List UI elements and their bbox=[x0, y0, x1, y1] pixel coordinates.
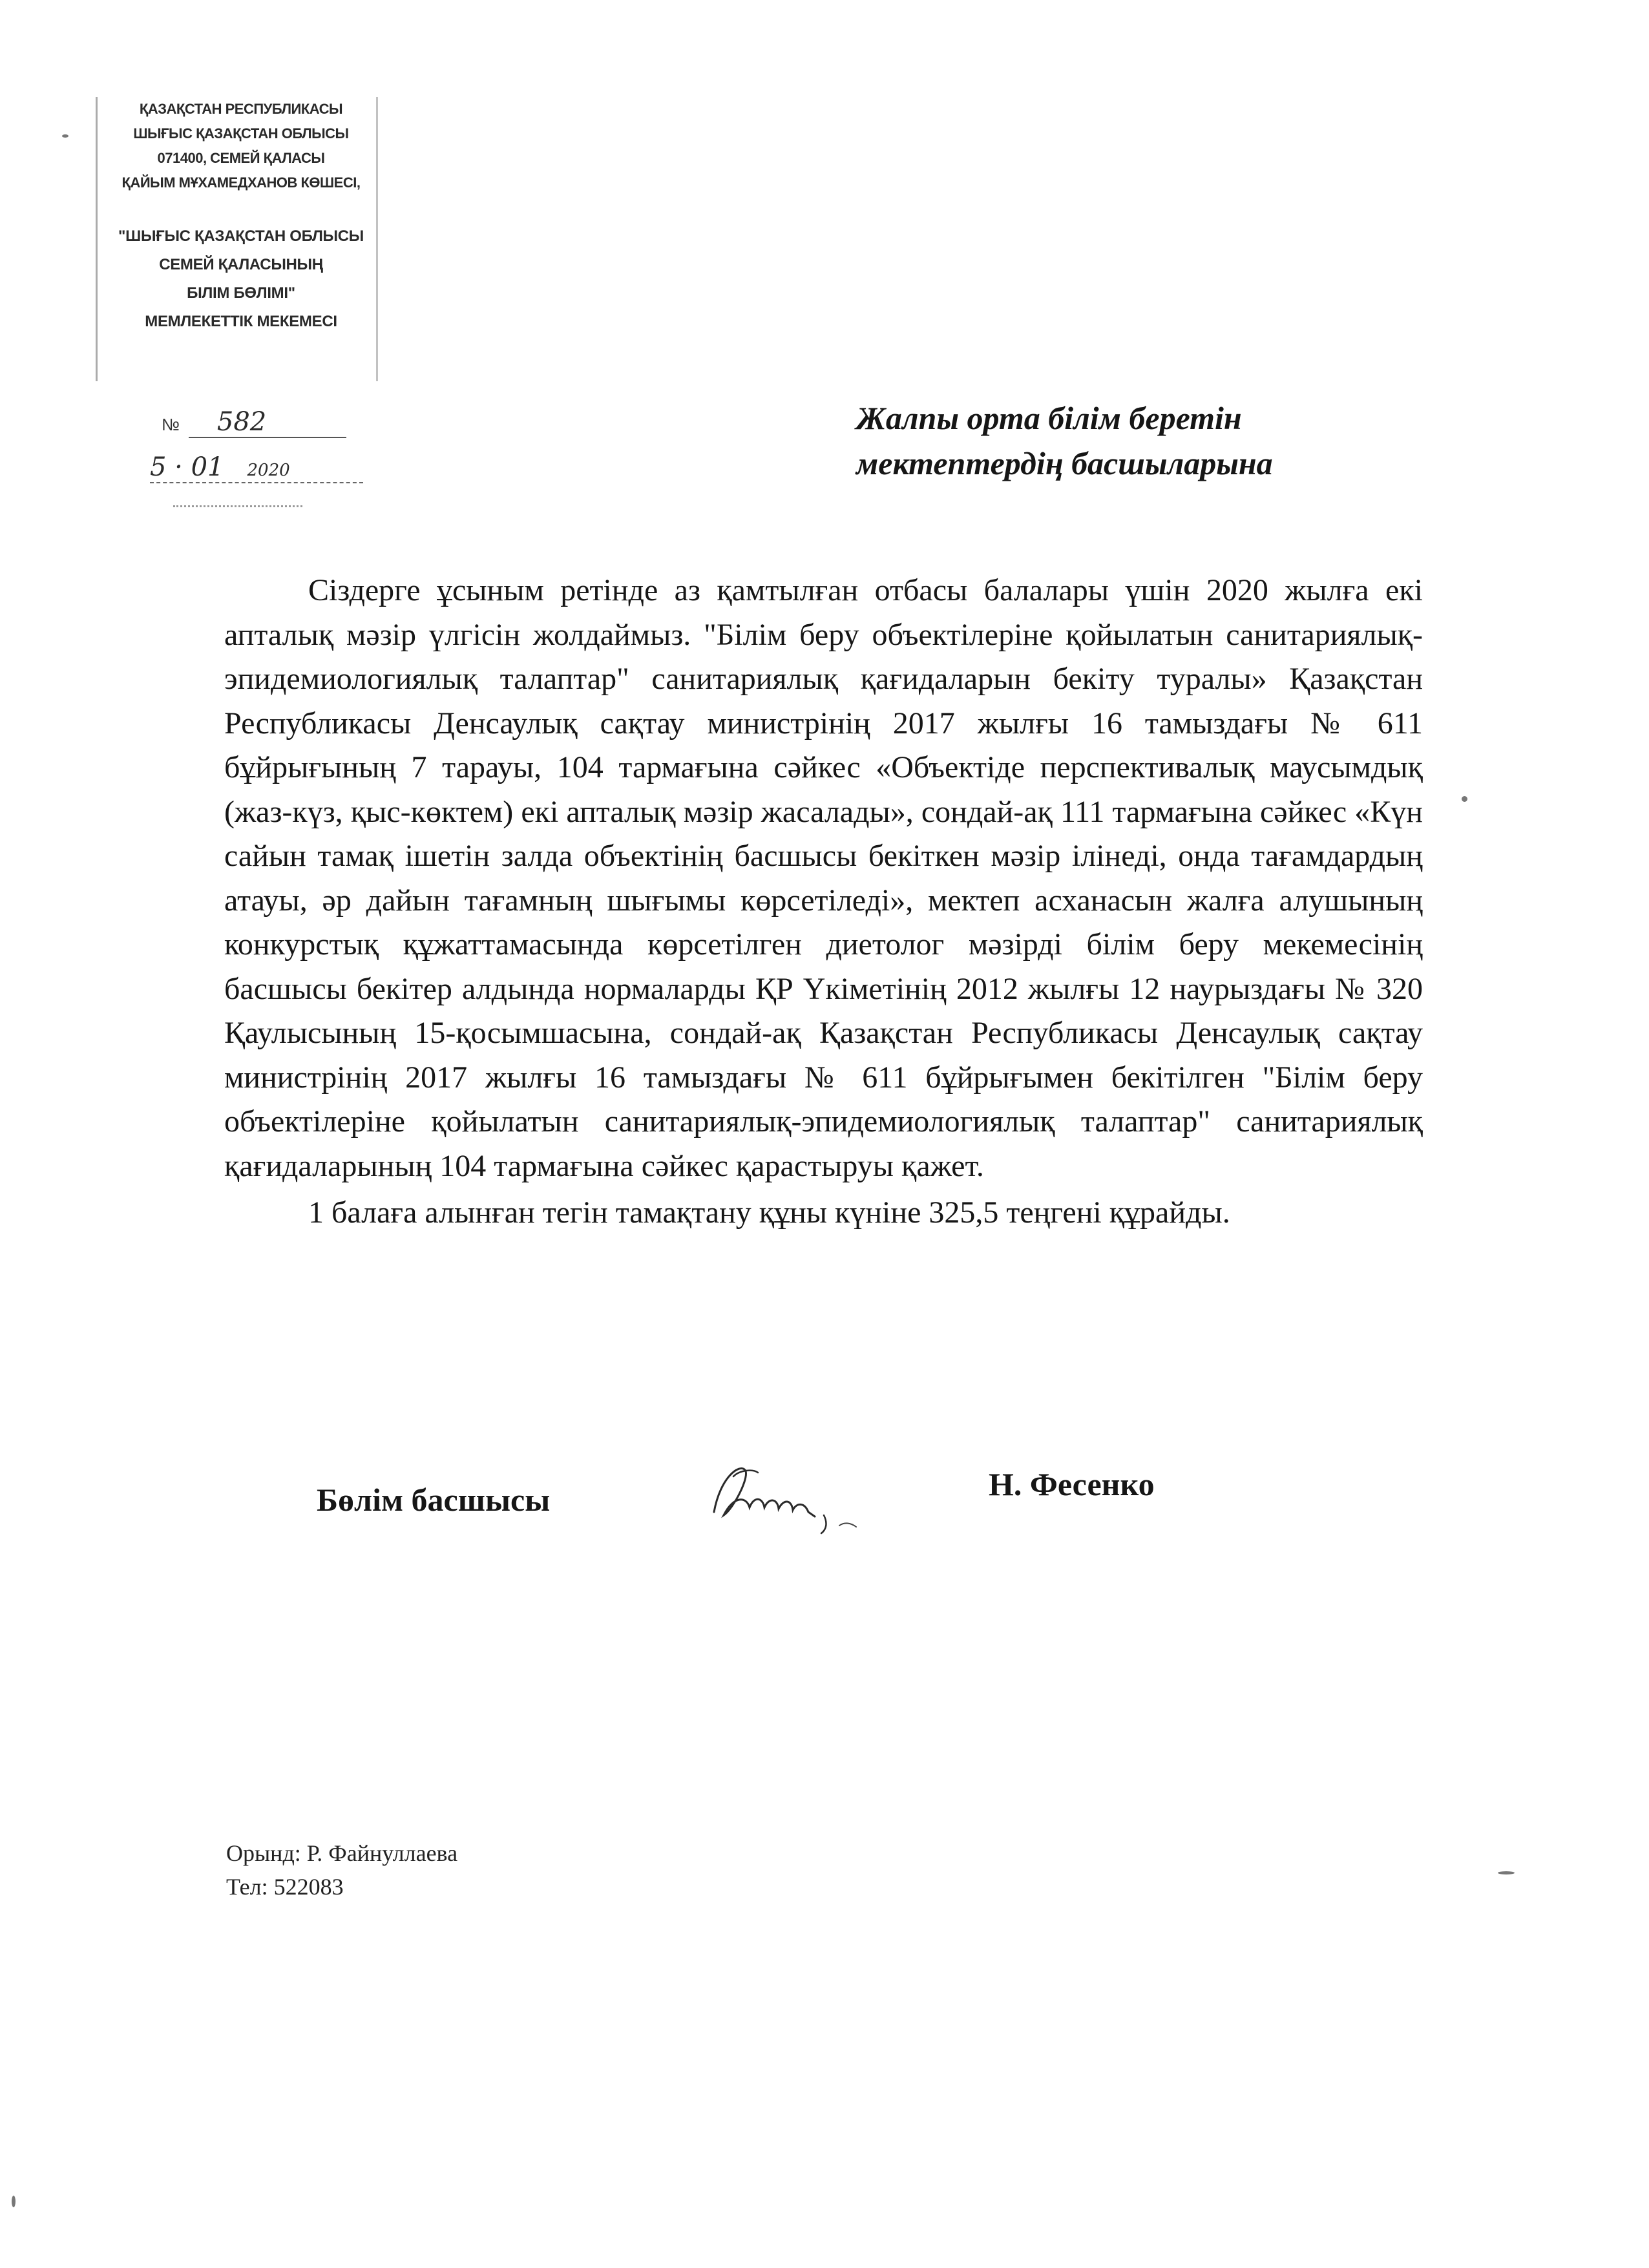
scan-speck bbox=[1498, 1871, 1515, 1874]
stamp-border-left bbox=[96, 97, 98, 381]
number-label: № bbox=[162, 415, 180, 434]
body-paragraph: 1 балаға алынған тегін тамақтану құны күніне 325,5 теңгені құрайды. bbox=[308, 1195, 1230, 1230]
scan-speck bbox=[12, 2196, 16, 2207]
stamp-header-line: ҚАЗАҚСТАН РЕСПУБЛИКАСЫ bbox=[139, 101, 343, 117]
stamp-org-line: СЕМЕЙ ҚАЛАСЫНЫҢ bbox=[159, 256, 323, 273]
scan-speck bbox=[1462, 796, 1467, 802]
signatory-name: Н. Фесенко bbox=[989, 1466, 1155, 1502]
stamp-org-line: МЕМЛЕКЕТТІК МЕКЕМЕСІ bbox=[145, 313, 337, 330]
stamp-org-line: "ШЫҒЫС ҚАЗАҚСТАН ОБЛЫСЫ bbox=[118, 227, 364, 245]
handwritten-signature bbox=[695, 1451, 863, 1535]
executor-name: Орынд: Р. Файнуллаева bbox=[226, 1840, 458, 1866]
executor-phone: Тел: 522083 bbox=[226, 1874, 344, 1900]
number-value: 582 bbox=[189, 407, 346, 438]
stamp-header-line: ШЫҒЫС ҚАЗАҚСТАН ОБЛЫСЫ bbox=[133, 125, 349, 142]
stamp-org-line: БІЛІМ БӨЛІМІ" bbox=[187, 284, 295, 302]
registration-date bbox=[150, 452, 363, 483]
executor-footer bbox=[226, 1836, 457, 1904]
stamp-header-line: 071400, СЕМЕЙ ҚАЛАСЫ bbox=[157, 150, 325, 166]
addressee-block bbox=[856, 395, 1438, 486]
body-paragraph: Сіздерге ұсыным ретінде аз қамтылған отбасы балалары үшін 2020 жылға екі апталық мәзір үлгісін жолдаймыз. "Білім беру объектілеріне қойылатын санитариялық-эпидемиологиялық талаптар" санитариялық қағидаларын бекіту туралы» Қазақстан Республикасы Денсаулық сақтау министрінің 2017 жылғы 16 тамыздағы № 611 бұйрығының 7 тарауы, 104 тармағына сәйкес «Объектіде перспективалық маусымдық (жаз-күз, қыс-көктем) екі апталық мәзір жасалады», сондай-ақ 111 тармағына сәйкес «Күн сайын тамақ ішетін залда объектінің басшысы бекіткен мәзір ілінеді, онда тағамдардың атауы, әр дайын тағамның шығымы көрсетіледі», мектеп асханасын жалға алушының конкурстық құжаттамасында көрсетілген диетолог мәзірді білім беру мекемесінің басшысы бекітер алдында нормаларды ҚР Үкіметінің 2012 жылғы 12 наурыздағы № 320 Қаулысының 15-қосымшасына, сондай-ақ Қазақстан Республикасы Денсаулық сақтау министрінің 2017 жылғы 16 тамыздағы № 611 бұйрығымен бекітілген "Білім беру объектілеріне қойылатын санитариялық-эпидемиологиялық талаптар" санитариялық қағидаларының 104 тармағына сәйкес қарастыруы қажет. bbox=[224, 573, 1423, 1183]
signatory-title: Бөлім басшысы bbox=[317, 1482, 551, 1518]
stamp-header-line: ҚАЙЫМ МҰХАМЕДХАНОВ КӨШЕСІ, bbox=[121, 174, 361, 191]
stamp-smudge bbox=[173, 505, 302, 511]
official-stamp bbox=[102, 97, 380, 336]
addressee-line: Жалпы орта білім беретін bbox=[856, 400, 1242, 436]
letter-body bbox=[224, 569, 1423, 1235]
addressee-line: мектептердің басшыларына bbox=[856, 445, 1273, 481]
scan-speck bbox=[62, 134, 68, 138]
date-value: 5 · 01 bbox=[150, 452, 224, 482]
registration-number bbox=[162, 407, 346, 438]
date-year: 2020 bbox=[247, 461, 290, 480]
